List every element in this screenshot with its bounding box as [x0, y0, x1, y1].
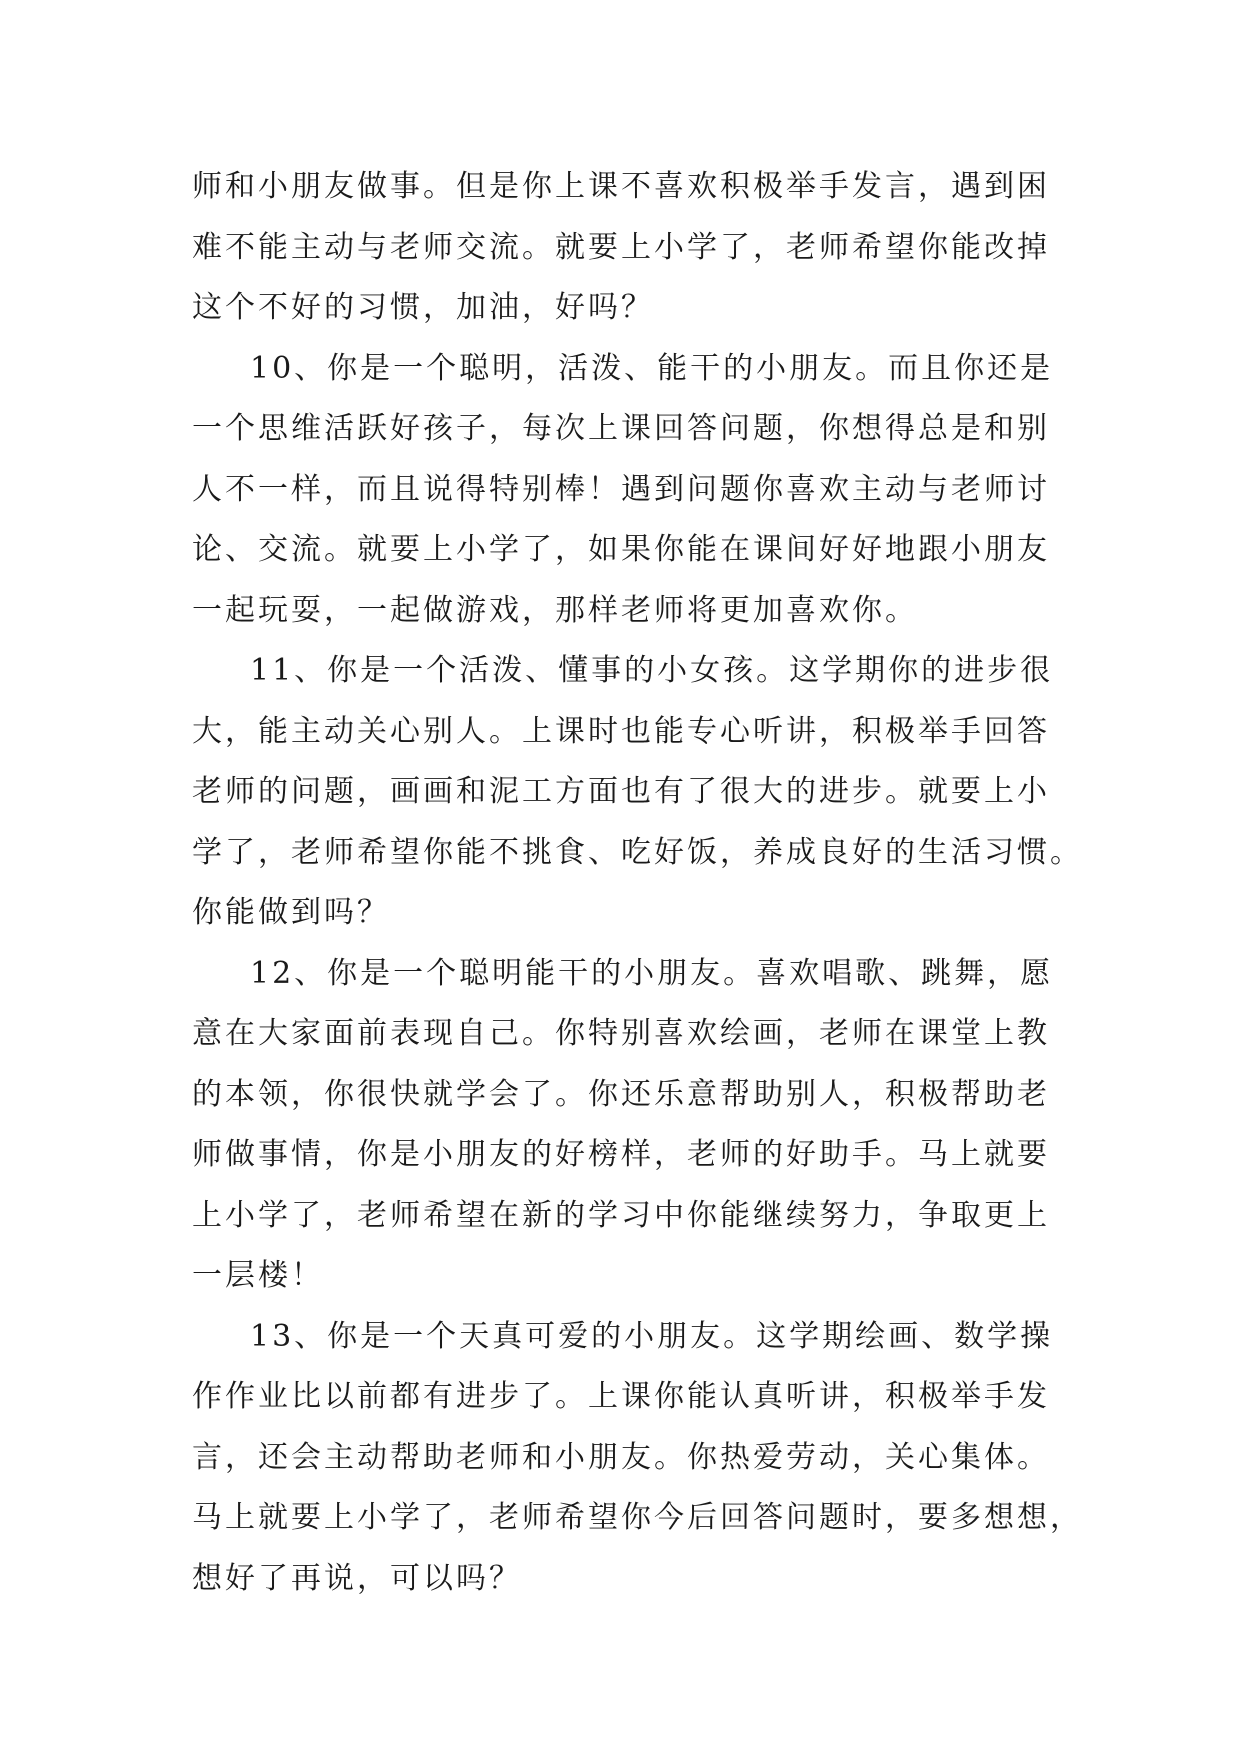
- text-line: 一层楼！: [192, 1258, 324, 1293]
- text-line: 的本领，你很快就学会了。你还乐意帮助别人，积极帮助老: [192, 1076, 1050, 1112]
- paragraph: [192, 1307, 1083, 1610]
- text-line: 13、你是一个天真可爱的小朋友。这学期绘画、数学操: [250, 1318, 1054, 1354]
- paragraph: [192, 339, 1062, 642]
- text-line: 12、你是一个聪明能干的小朋友。喜欢唱歌、跳舞，愿: [250, 955, 1054, 991]
- paragraph: [192, 157, 1062, 339]
- text-line: 学了，老师希望你能不挑食、吃好饭，养成良好的生活习惯。: [192, 834, 1083, 870]
- paragraph: [192, 641, 1083, 944]
- text-line: 上小学了，老师希望在新的学习中你能继续努力，争取更上: [192, 1197, 1050, 1233]
- text-line: 你能做到吗？: [192, 895, 390, 930]
- paragraph: [192, 944, 1062, 1307]
- text-line: 意在大家面前表现自己。你特别喜欢绘画，老师在课堂上教: [192, 1016, 1050, 1051]
- text-line: 老师的问题，画画和泥工方面也有了很大的进步。就要上小: [192, 774, 1050, 809]
- text-line: 一起玩耍，一起做游戏，那样老师将更加喜欢你。: [192, 592, 918, 628]
- text-line: 这个不好的习惯，加油，好吗？: [192, 290, 654, 325]
- text-line: 师做事情，你是小朋友的好榜样，老师的好助手。马上就要: [192, 1137, 1050, 1172]
- text-line: 作作业比以前都有进步了。上课你能认真听讲，积极举手发: [192, 1379, 1050, 1414]
- document-body: [192, 157, 1083, 1609]
- text-line: 师和小朋友做事。但是你上课不喜欢积极举手发言，遇到困: [192, 169, 1050, 204]
- text-line: 马上就要上小学了，老师希望你今后回答问题时，要多想想，: [192, 1500, 1083, 1535]
- text-line: 一个思维活跃好孩子，每次上课回答问题，你想得总是和别: [192, 411, 1050, 446]
- text-line: 难不能主动与老师交流。就要上小学了，老师希望你能改掉: [192, 229, 1050, 265]
- text-line: 想好了再说，可以吗？: [192, 1560, 522, 1596]
- text-line: 10、你是一个聪明，活泼、能干的小朋友。而且你还是: [250, 350, 1054, 386]
- text-line: 11、你是一个活泼、懂事的小女孩。这学期你的进步很: [250, 653, 1054, 688]
- text-line: 言，还会主动帮助老师和小朋友。你热爱劳动，关心集体。: [192, 1439, 1050, 1475]
- text-line: 大，能主动关心别人。上课时也能专心听讲，积极举手回答: [192, 713, 1050, 749]
- text-line: 论、交流。就要上小学了，如果你能在课间好好地跟小朋友: [192, 532, 1050, 567]
- text-line: 人不一样，而且说得特别棒！遇到问题你喜欢主动与老师讨: [192, 471, 1050, 507]
